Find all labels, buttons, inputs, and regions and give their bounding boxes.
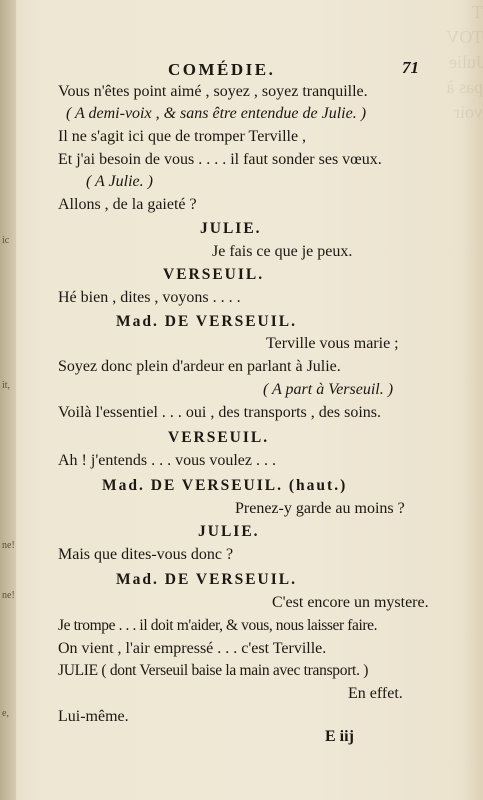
speaker-name: Mad. DE VERSEUIL. [116,313,298,330]
verse-line: Allons , de la gaieté ? [58,196,197,213]
verse-line: Et j'ai besoin de vous . . . . il faut sonder ses vœux. [58,151,382,168]
verse-line: Terville vous marie ; [266,335,399,352]
speaker-name: JULIE. [200,220,262,237]
verse-line: Il ne s'agit ici que de tromper Terville , [58,128,307,145]
running-title: COMÉDIE. [168,60,276,79]
margin-fragment: ne! [2,540,15,551]
verse-line: Voilà l'essentiel . . . oui , des transports , des soins. [58,404,382,421]
margin-fragment: e, [2,708,9,719]
verse-line: Prenez-y garde au moins ? [235,500,405,517]
verse-line: Lui-même. [58,708,129,725]
stage-direction: ( A demi-voix , & sans être entendue de Julie. ) [66,105,367,122]
margin-fragment: ne! [2,590,15,601]
show-through-text: T TOV Julie pas à voir [446,2,483,122]
verse-line: En effet. [348,685,403,702]
verse-line: Je fais ce que je peux. [212,243,353,260]
verse-line: Ah ! j'entends . . . vous voulez . . . [58,452,276,469]
margin-fragment: it, [2,380,11,391]
speaker-name: VERSEUIL. [168,429,270,446]
margin-fragment: ic [2,235,10,246]
page-number: 71 [402,58,419,77]
stage-direction: ( A part à Verseuil. ) [263,381,394,398]
verse-line: Vous n'êtes point aimé , soyez , soyez tranquille. [58,83,368,100]
verse-line: JULIE ( dont Verseuil baise la main avec transport. ) [58,662,369,679]
verse-line: On vient , l'air empressé . . . c'est Terville. [58,640,327,657]
verse-line: Hé bien , dites , voyons . . . . [58,289,241,306]
speaker-name: Mad. DE VERSEUIL. (haut.) [102,477,348,494]
verse-line: Soyez donc plein d'ardeur en parlant à Julie. [58,358,341,375]
stage-direction: ( A Julie. ) [86,173,153,190]
speaker-name: VERSEUIL. [163,266,265,283]
page-gutter [0,0,16,800]
speaker-name: JULIE. [198,523,260,540]
verse-line: C'est encore un mystere. [272,594,429,611]
speaker-name: Mad. DE VERSEUIL. [116,571,298,588]
verse-line: Je trompe . . . il doit m'aider, & vous, nous laisser faire. [58,617,378,634]
verse-line: Mais que dites-vous donc ? [58,546,234,563]
signature-mark: E iij [325,728,354,745]
